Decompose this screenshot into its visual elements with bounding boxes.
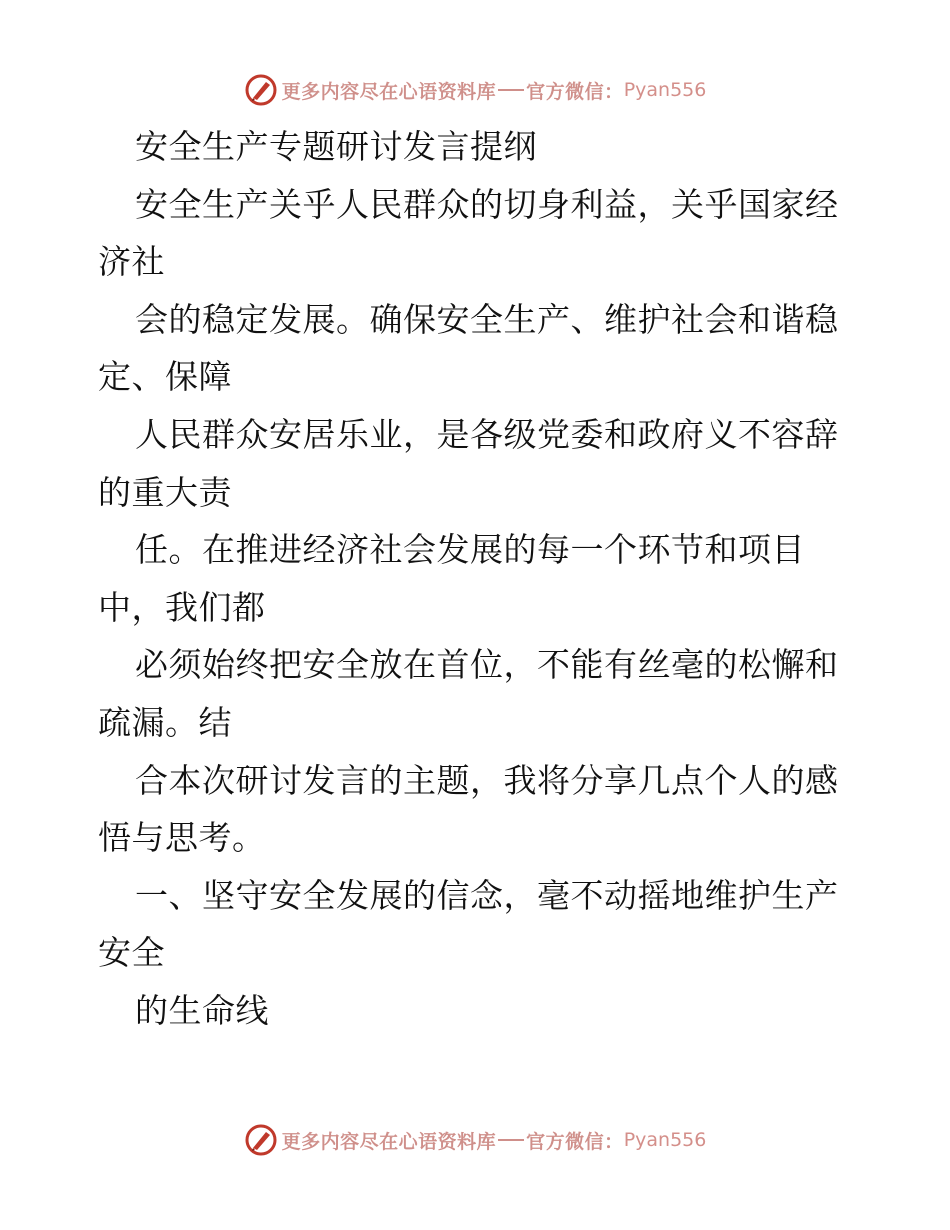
doc-line: 的生命线 bbox=[135, 990, 269, 1030]
watermark-dash bbox=[498, 1139, 524, 1141]
doc-line: 会的稳定发展。确保安全生产、维护社会和谐稳 bbox=[135, 299, 839, 339]
doc-line: 合本次研讨发言的主题，我将分享几点个人的感 bbox=[135, 760, 839, 800]
watermark-suffix: 官方微信： bbox=[526, 80, 624, 103]
pen-logo-icon bbox=[244, 73, 278, 107]
doc-line: 定、保障 bbox=[98, 357, 232, 397]
doc-line: 安全生产关乎人民群众的切身利益，关乎国家经 bbox=[135, 184, 839, 224]
pen-logo-icon bbox=[244, 1123, 278, 1157]
watermark-dash bbox=[498, 89, 524, 91]
watermark-handle: Pyan556 bbox=[623, 1129, 707, 1151]
doc-line: 人民群众安居乐业，是各级党委和政府义不容辞 bbox=[135, 414, 839, 454]
doc-line: 疏漏。结 bbox=[98, 702, 232, 742]
doc-line: 中，我们都 bbox=[98, 587, 266, 627]
doc-line: 济社 bbox=[98, 242, 165, 282]
watermark-text: 更多内容尽在心语资料库 bbox=[281, 1130, 497, 1153]
doc-line: 必须始终把安全放在首位，不能有丝毫的松懈和 bbox=[135, 645, 839, 685]
doc-line: 安全生产专题研讨发言提纲 bbox=[135, 127, 537, 166]
header-watermark bbox=[0, 70, 950, 110]
footer-watermark bbox=[0, 1120, 950, 1160]
watermark-text: 更多内容尽在心语资料库 bbox=[281, 80, 497, 103]
watermark-handle: Pyan556 bbox=[623, 79, 707, 101]
doc-line: 安全 bbox=[98, 933, 165, 973]
document-body bbox=[98, 118, 858, 1040]
doc-line: 任。在推进经济社会发展的每一个环节和项目 bbox=[135, 530, 805, 570]
watermark-suffix: 官方微信： bbox=[526, 1130, 624, 1153]
doc-line: 悟与思考。 bbox=[98, 818, 266, 858]
doc-line: 的重大责 bbox=[98, 472, 232, 512]
doc-line: 一、坚守安全发展的信念，毫不动摇地维护生产 bbox=[135, 875, 839, 915]
